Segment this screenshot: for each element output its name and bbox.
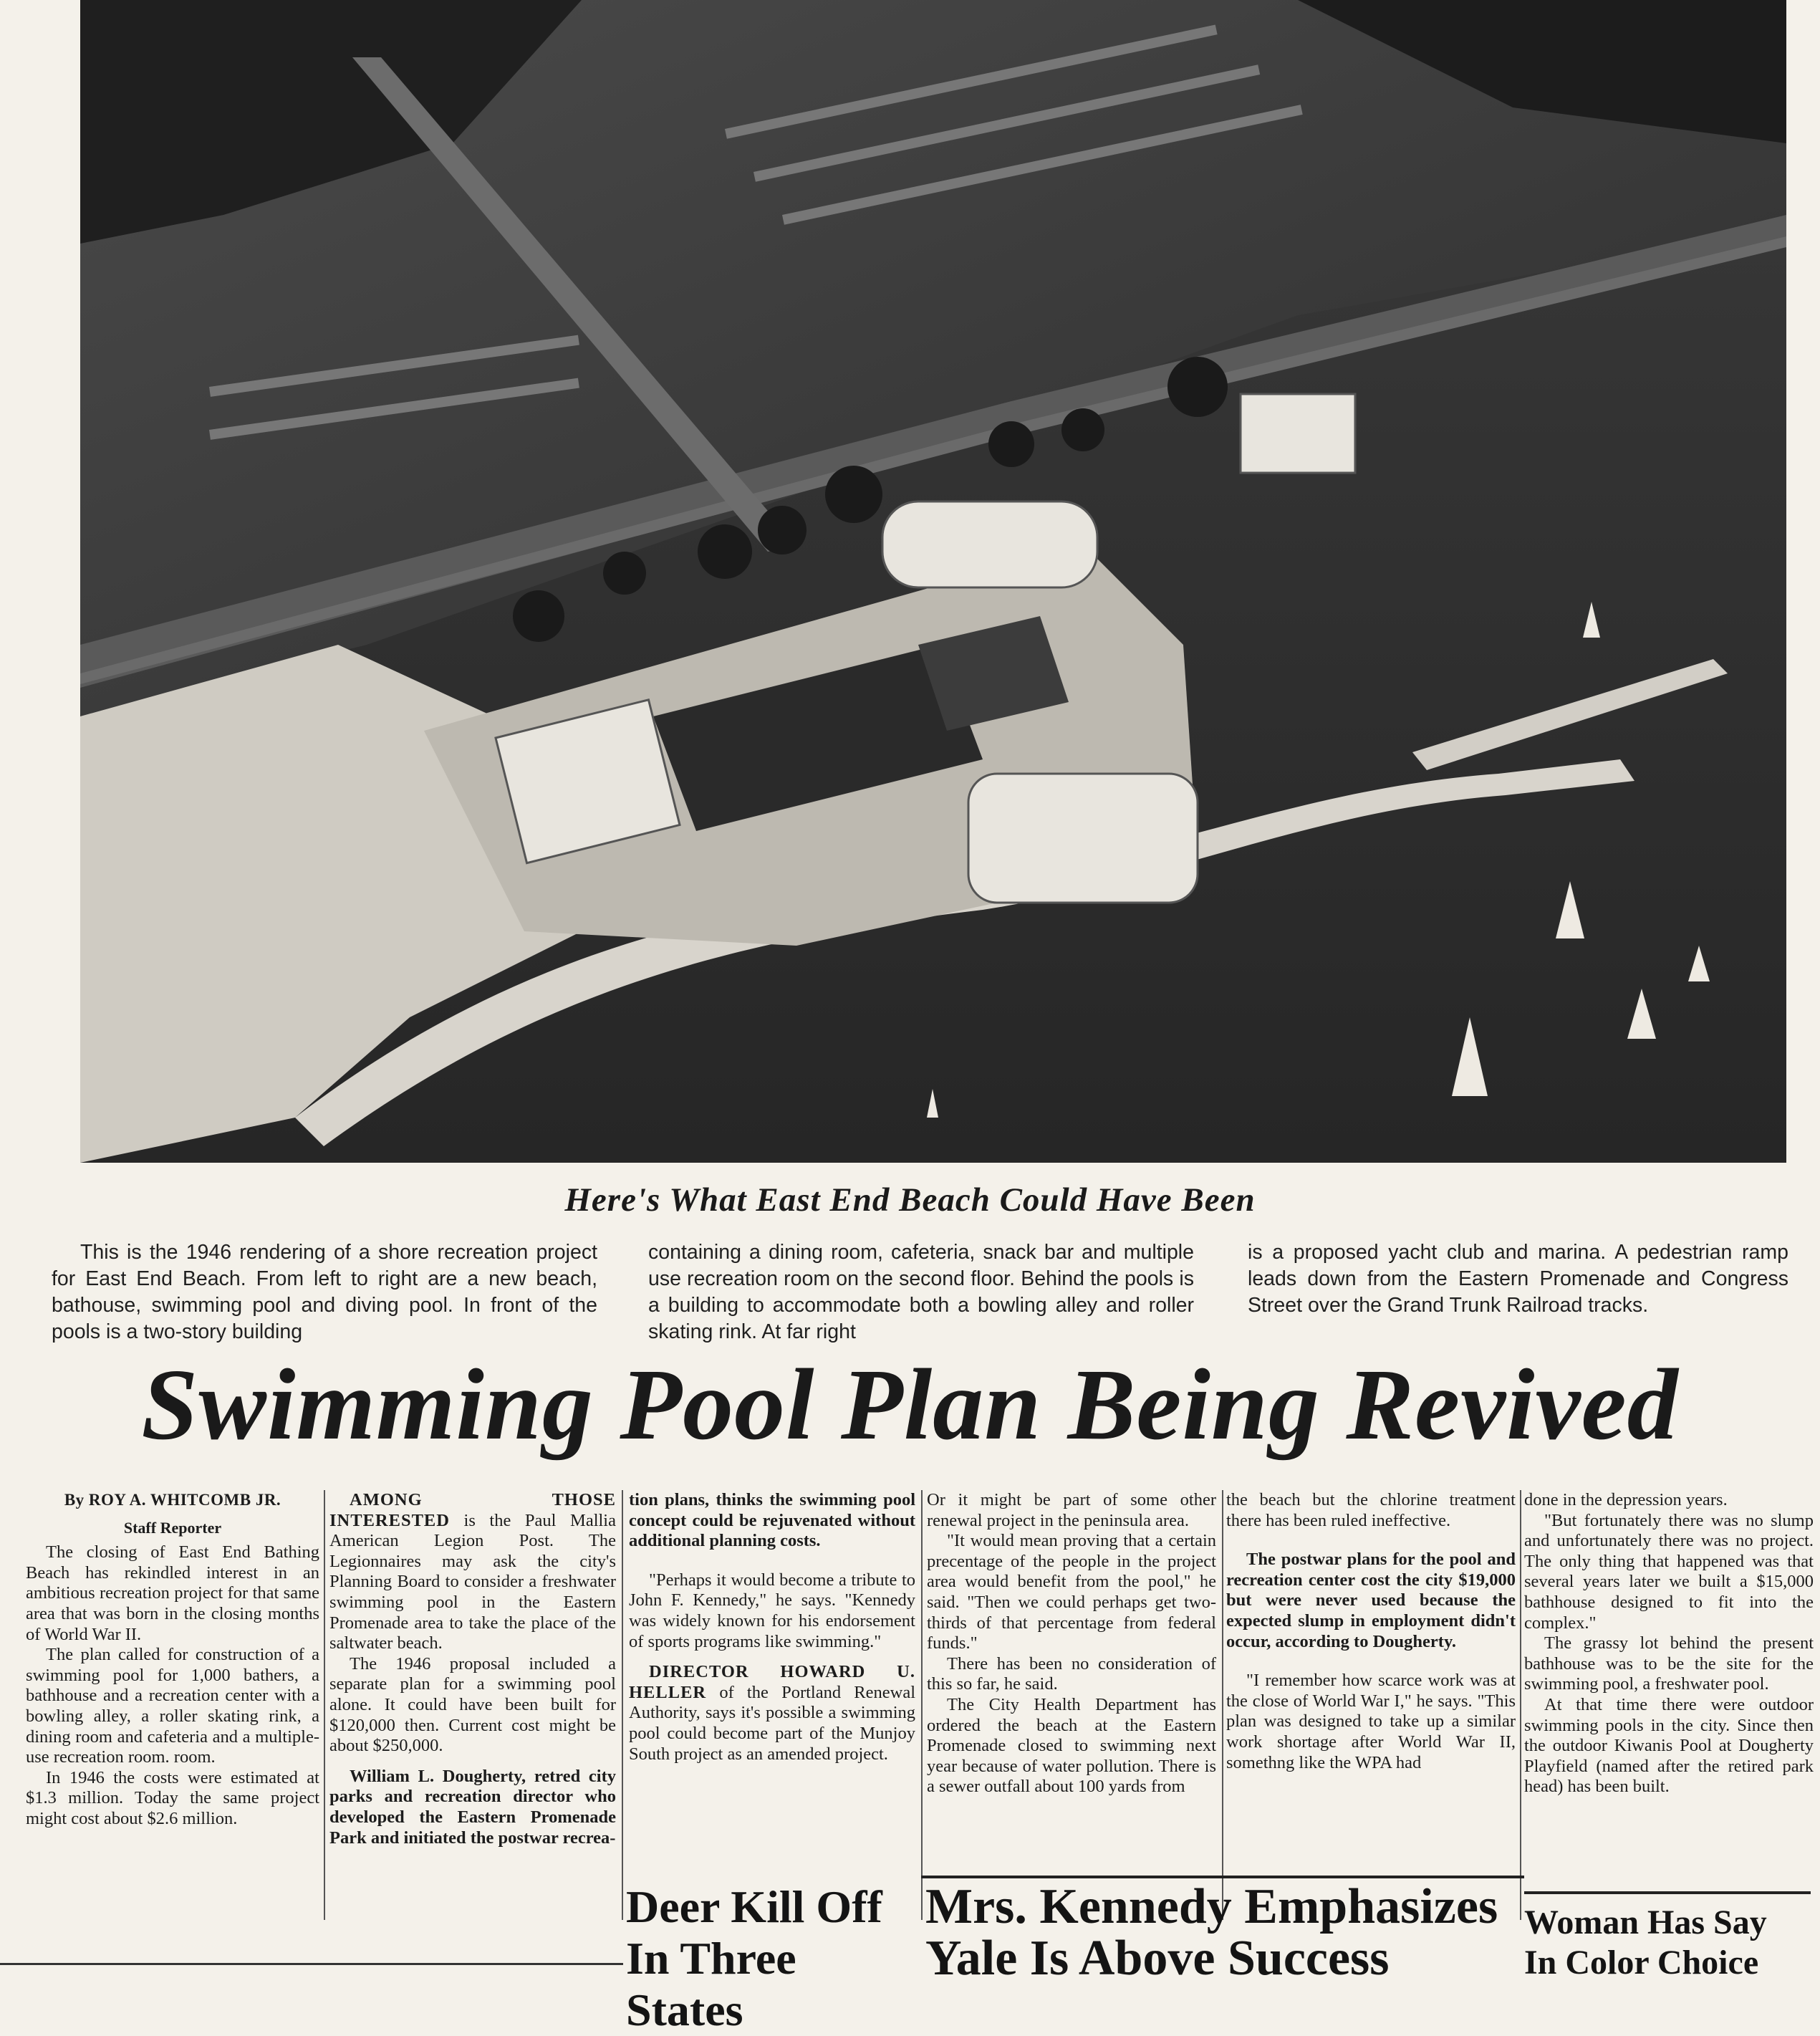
headline-rule xyxy=(921,1876,1524,1878)
paragraph: There has been no consideration of this so far, he said. xyxy=(927,1653,1216,1694)
photo-caption-headline: Here's What East End Beach Could Have Been xyxy=(564,1181,1256,1219)
column-rule xyxy=(1520,1490,1521,1920)
paragraph: The 1946 proposal included a separate plan for a swimming pool alone. It could have been built for $120,000 then. Current cost might be about $250,000. xyxy=(329,1653,616,1756)
article-column-5 xyxy=(1226,1490,1516,1941)
staff-line: Staff Reporter xyxy=(123,1518,222,1537)
paragraph: In 1946 the costs were estimated at $1.3 million. Today the same project might cost about $2.6 million. xyxy=(26,1767,319,1828)
headline-line: Woman Has Say xyxy=(1524,1903,1767,1941)
paragraph: William L. Dougherty, retred city parks and recreation director who developed the Eastern Promenade Park and initiated the postwar recrea- xyxy=(329,1766,616,1848)
headline-line: Deer Kill Off xyxy=(626,1881,882,1932)
paragraph: the beach but the chlorine treatment there has been ruled ineffective. xyxy=(1226,1490,1516,1530)
headline-line: In Color Choice xyxy=(1524,1944,1759,1982)
article-column-2 xyxy=(329,1490,616,1941)
photo-caption-col2: containing a dining room, cafeteria, snack bar and multiple use recreation room on the second floor. Behind the pools is a building to accommodate both a bowling alley and roller skating rink. At far right xyxy=(648,1241,1194,1343)
paragraph: "Perhaps it would become a tribute to John F. Kennedy," he says. "Kennedy was widely known for his endorsement of sports programs like swimming." xyxy=(629,1570,915,1651)
column-rule xyxy=(324,1490,325,1920)
section-lead-in: DIRECTOR HOWARD U. HELLER xyxy=(629,1662,915,1702)
column-rule xyxy=(622,1490,623,1920)
bottom-rule xyxy=(0,1963,623,1965)
deer-headline xyxy=(626,1881,913,2035)
article-column-1 xyxy=(26,1490,319,1941)
photo-caption-col1: This is the 1946 rendering of a shore recreation project for East End Beach. From left to right are a new beach, bathouse, swimming pool and diving pool. In front of the pools is a two-story building xyxy=(52,1241,597,1343)
headline-line: Yale Is Above Success xyxy=(925,1931,1390,1986)
article-column-6 xyxy=(1524,1490,1814,1941)
paragraph: is the Paul Mallia American Legion Post. The Legionnaires may ask the city's Planning Board to consider a freshwater swimming pool in the Eastern Promenade area to take the place of the saltwater beach. xyxy=(329,1510,616,1653)
paragraph: of the Portland Renewal Authority, says it's possible a swimming pool could become part of the Munjoy South project as an amended project. xyxy=(629,1682,916,1764)
aerial-rendering-photo xyxy=(80,0,1786,1163)
column-rule xyxy=(921,1490,923,1920)
paragraph: The plan called for construction of a swimming pool for 1,000 bathers, a bathhouse and a recreation center with a bowling alley, a roller skating rink, a dining room and cafeteria and a multiple-use recreation room. room. xyxy=(26,1645,319,1767)
headline-line: In Three States xyxy=(626,1933,796,2035)
photo-caption-col3: is a proposed yacht club and marina. A pedestrian ramp leads down from the Eastern Promenade and Congress Street over the Grand Trunk Railroad tracks. xyxy=(1248,1241,1788,1317)
paragraph: "But fortunately there was no slump and unfortunately there was no project. The only thing that happened was that several years later we built a $15,000 bathhouse designed to fit into the complex." xyxy=(1524,1510,1814,1633)
woman-headline xyxy=(1524,1903,1811,1984)
paragraph: At that time there were outdoor swimming pools in the city. Since then the outdoor Kiwanis Pool at Dougherty Playfield (named after the retired park head) has been built. xyxy=(1524,1694,1814,1797)
paragraph: The postwar plans for the pool and recreation center cost the city $19,000 but were never used because the expected slump in employment didn't occur, according to Dougherty. xyxy=(1226,1550,1516,1651)
headline-rule xyxy=(1524,1891,1811,1894)
article-column-3 xyxy=(629,1490,915,1941)
section-lead-in: AMONG THOSE INTERESTED xyxy=(329,1490,616,1530)
paragraph: The grassy lot behind the present bathhouse was to be the site for the swimming pool, a freshwater pool. xyxy=(1524,1633,1814,1694)
paragraph: "I remember how scarce work was at the close of World War I," he says. "This plan was designed to take up a similar work shortage after World War II, somethng like the WPA had xyxy=(1226,1671,1516,1772)
paragraph: The City Health Department has ordered the beach at the Eastern Promenade closed to swimming next year because of water pollution. There is a sewer outfall about 100 yards from xyxy=(927,1694,1216,1797)
article-headline: Swimming Pool Plan Being Revived xyxy=(141,1348,1679,1461)
kennedy-headline xyxy=(925,1881,1520,1984)
byline: By ROY A. WHITCOMB JR. xyxy=(64,1491,281,1509)
paragraph: Or it might be part of some other renewal project in the peninsula area. xyxy=(927,1490,1216,1530)
aerial-rendering-illustration xyxy=(80,0,1786,1163)
headline-line: Mrs. Kennedy Emphasizes xyxy=(925,1879,1498,1934)
paragraph: done in the depression years. xyxy=(1524,1490,1728,1509)
paragraph: "It would mean proving that a certain precentage of the people in the project area would benefit from the pool," he said. "Then we could perhaps get two-thirds of that percentage from federal funds." xyxy=(927,1531,1216,1653)
paragraph: tion plans, thinks the swimming pool concept could be rejuvenated without additional planning costs. xyxy=(629,1490,915,1551)
column-rule xyxy=(1222,1490,1223,1920)
paragraph: The closing of East End Bathing Beach has rekindled interest in an ambitious recreation project for that same area that was born in the closing months of World War II. xyxy=(26,1542,319,1644)
article-column-4 xyxy=(927,1490,1216,1941)
